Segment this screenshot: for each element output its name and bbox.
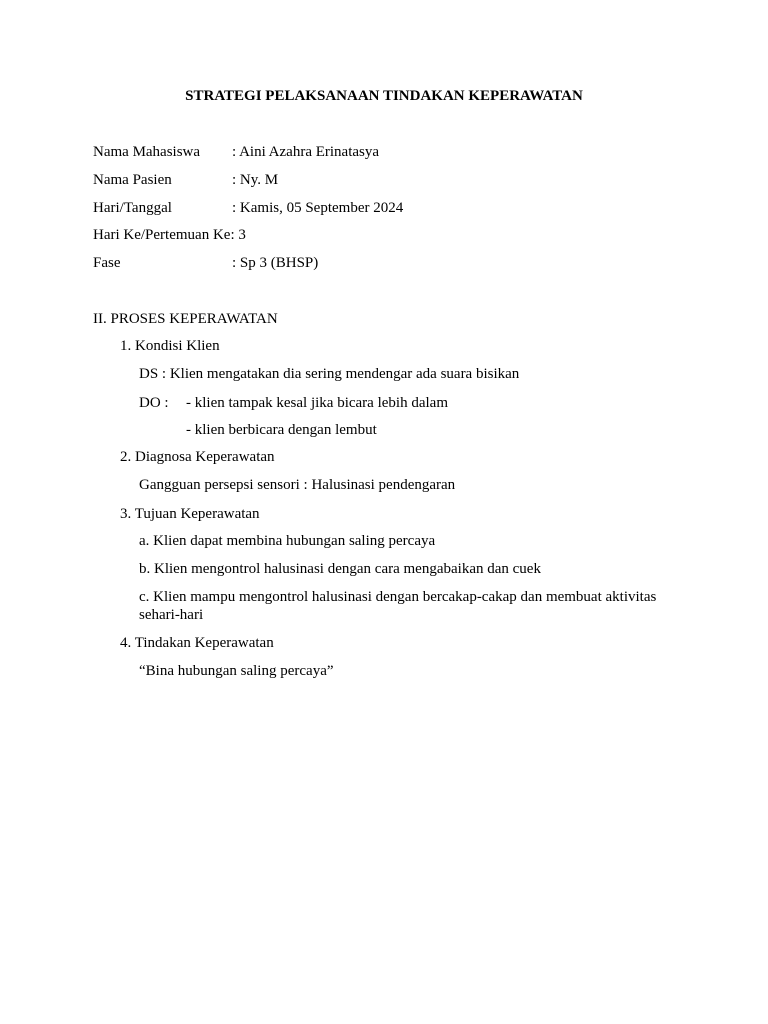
patient-name-label: Nama Pasien [93,172,172,188]
student-name-value: : Aini Azahra Erinatasya [232,144,380,160]
goals-heading: 3. Tujuan Keperawatan [120,506,260,522]
document-title: STRATEGI PELAKSANAAN TINDAKAN KEPERAWATAN [185,88,583,104]
meeting-number: Hari Ke/Pertemuan Ke: 3 [93,227,246,243]
date-label: Hari/Tanggal [93,200,172,216]
goal-item-b: b. Klien mengontrol halusinasi dengan cara mengabaikan dan cuek [139,561,541,577]
condition-ds: DS : Klien mengatakan dia sering mendengar ada suara bisikan [139,366,520,382]
diagnosis-heading: 2. Diagnosa Keperawatan [120,449,275,465]
diagnosis-text: Gangguan persepsi sensori : Halusinasi pendengaran [139,477,456,493]
phase-label: Fase [93,255,121,271]
action-heading: 4. Tindakan Keperawatan [120,635,274,651]
section-heading: II. PROSES KEPERAWATAN [93,311,278,327]
phase-value: : Sp 3 (BHSP) [232,255,319,271]
condition-do-label: DO : [139,395,169,411]
condition-do-item: - klien berbicara dengan lembut [186,422,377,438]
goal-item-c: c. Klien mampu mengontrol halusinasi dengan bercakap-cakap dan membuat aktivitas sehari-hari [139,589,657,623]
condition-heading: 1. Kondisi Klien [120,338,220,354]
action-text: “Bina hubungan saling percaya” [139,663,334,679]
date-value: : Kamis, 05 September 2024 [232,200,404,216]
goal-item-a: a. Klien dapat membina hubungan saling percaya [139,533,436,549]
condition-do-item: - klien tampak kesal jika bicara lebih dalam [186,395,448,411]
patient-name-value: : Ny. M [232,172,279,188]
student-name-label: Nama Mahasiswa [93,144,201,160]
